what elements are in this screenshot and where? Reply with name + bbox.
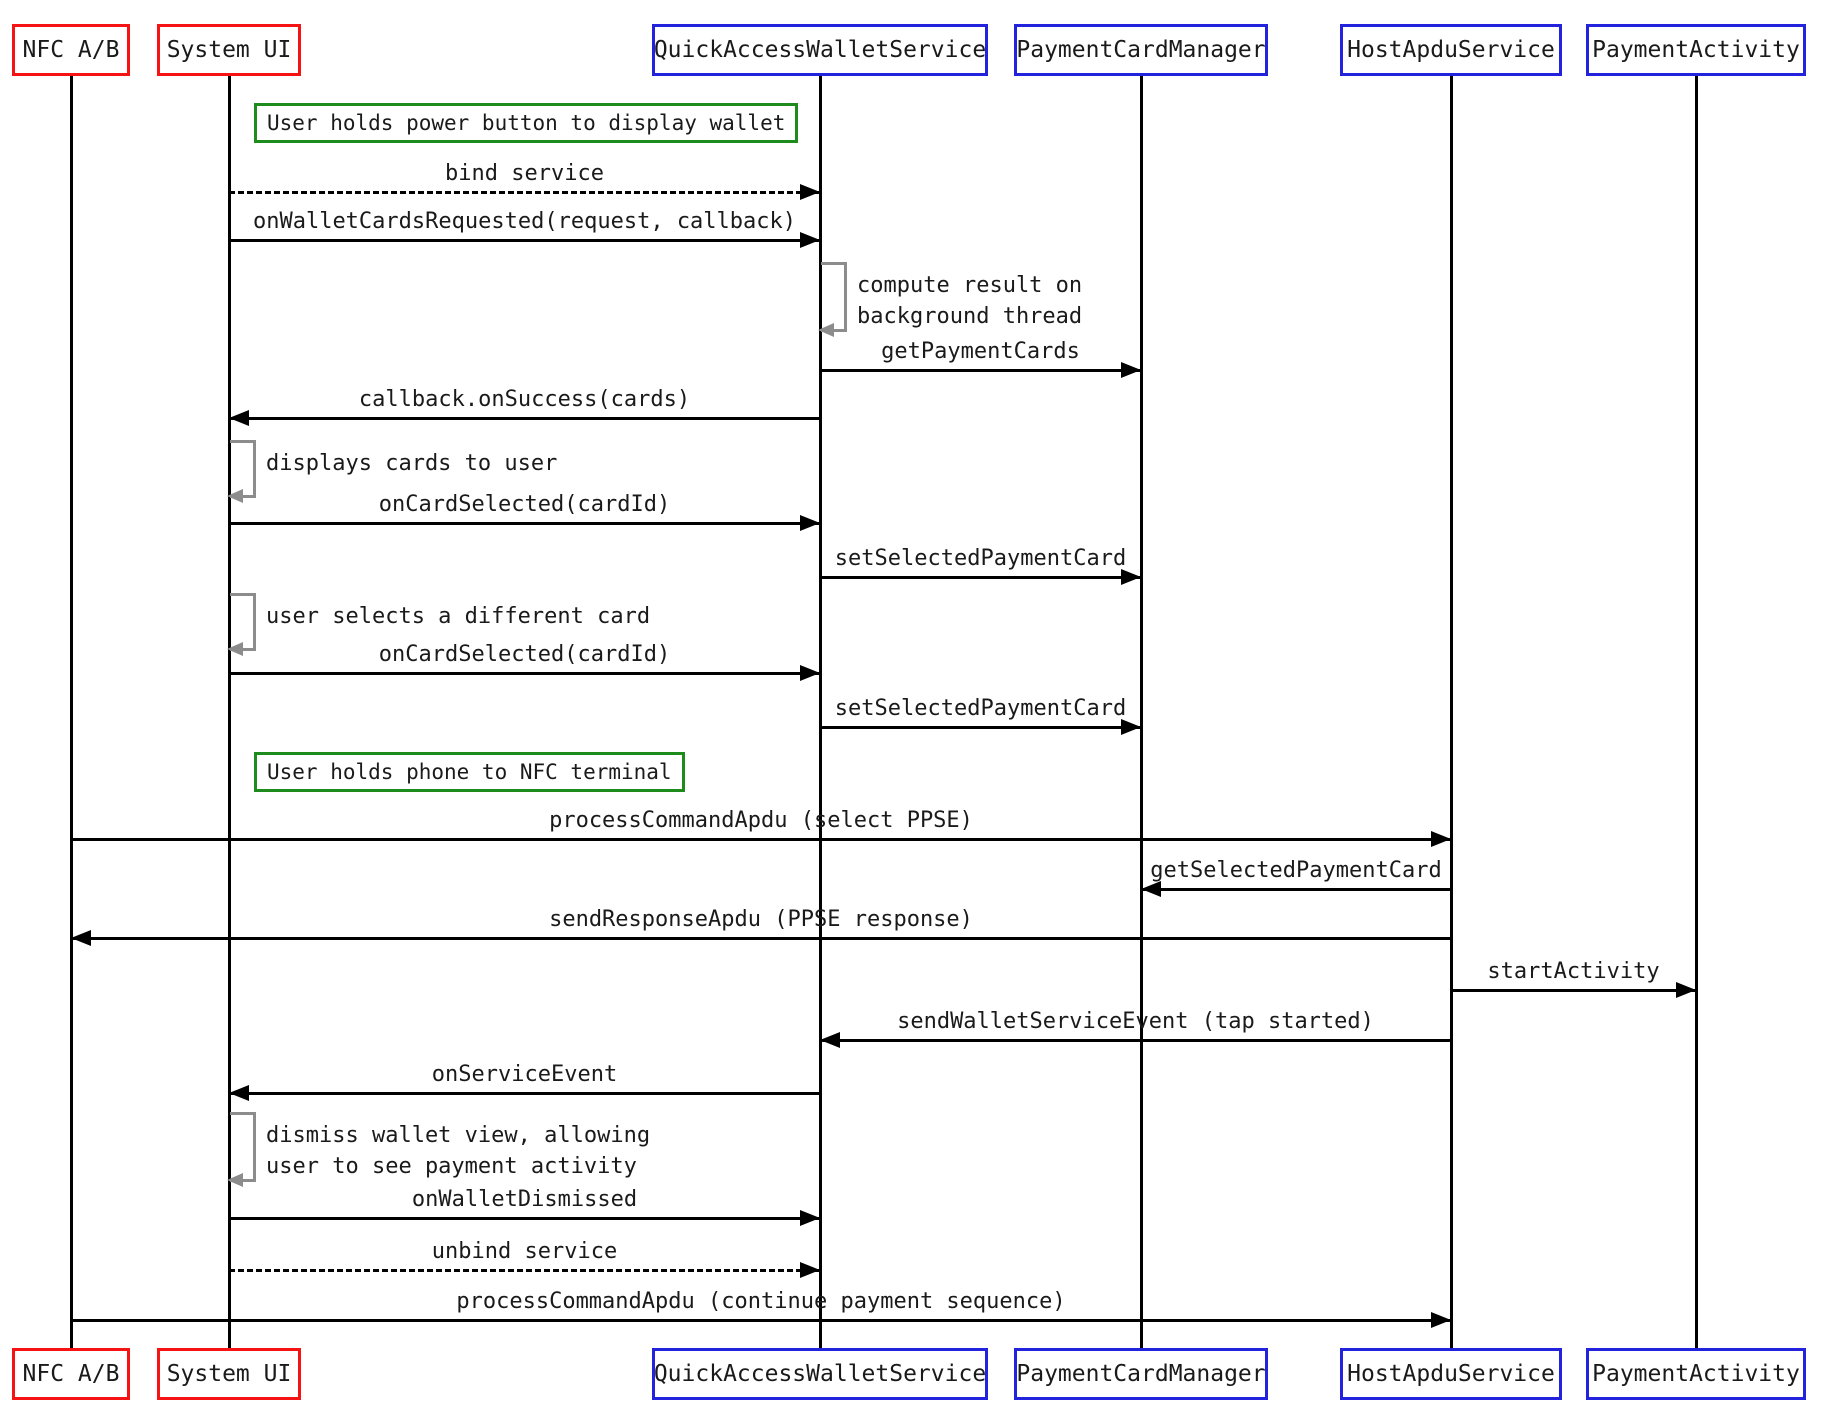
self-message-bracket: [230, 1112, 256, 1182]
message-line: [820, 1039, 1451, 1042]
self-message-line: user selects a different card: [266, 604, 651, 629]
arrowhead-left-icon: [227, 642, 243, 656]
message-label: processCommandApdu (select PPSE): [549, 807, 973, 833]
message-label: setSelectedPaymentCard: [834, 545, 1127, 571]
message-line: [820, 726, 1141, 729]
actor-box-top-pa: PaymentActivity: [1586, 24, 1806, 76]
arrowhead-right-icon: [800, 232, 820, 248]
arrowhead-right-icon: [800, 1262, 820, 1278]
arrowhead-right-icon: [800, 1210, 820, 1226]
arrowhead-right-icon: [800, 515, 820, 531]
message-label: onCardSelected(cardId): [378, 491, 671, 517]
arrowhead-left-icon: [1141, 881, 1161, 897]
arrowhead-left-icon: [229, 410, 249, 426]
arrowhead-right-icon: [800, 665, 820, 681]
message-label: setSelectedPaymentCard: [834, 695, 1127, 721]
note-box: User holds phone to NFC terminal: [254, 752, 685, 792]
self-message-1: [820, 262, 1240, 332]
actor-box-top-has: HostApduService: [1340, 24, 1562, 76]
arrowhead-right-icon: [1431, 831, 1451, 847]
actor-box-bottom-nfc: NFC A/B: [12, 1348, 130, 1400]
lifeline-has: [1450, 76, 1453, 1348]
message-line: [229, 239, 820, 242]
note-box: User holds power button to display wallet: [254, 103, 798, 143]
self-message-line: background thread: [857, 304, 1083, 329]
actor-box-bottom-sysui: System UI: [157, 1348, 301, 1400]
self-message-line: displays cards to user: [266, 451, 558, 476]
actor-box-bottom-has: HostApduService: [1340, 1348, 1562, 1400]
message-line: [71, 838, 1451, 841]
message-line: [71, 937, 1451, 940]
lifeline-pa: [1695, 76, 1698, 1348]
self-message-4: [229, 1112, 649, 1182]
self-message-2: [229, 440, 649, 498]
arrowhead-right-icon: [1676, 982, 1696, 998]
self-message-line: compute result on: [857, 273, 1083, 298]
message-line: [229, 1269, 820, 1272]
message-label: callback.onSuccess(cards): [358, 386, 691, 412]
actor-box-bottom-pcm: PaymentCardManager: [1014, 1348, 1268, 1400]
message-line: [1451, 989, 1696, 992]
arrowhead-left-icon: [71, 930, 91, 946]
message-label: onServiceEvent: [431, 1061, 618, 1087]
arrowhead-left-icon: [229, 1085, 249, 1101]
arrowhead-right-icon: [1431, 1312, 1451, 1328]
self-message-line: user to see payment activity: [266, 1154, 637, 1179]
message-line: [229, 672, 820, 675]
message-label: bind service: [445, 160, 604, 186]
self-message-label: [857, 270, 1082, 332]
self-message-line: dismiss wallet view, allowing: [266, 1123, 651, 1148]
message-label: onWalletCardsRequested(request, callback): [252, 208, 797, 234]
arrowhead-right-icon: [800, 184, 820, 200]
message-line: [820, 576, 1141, 579]
message-label: unbind service: [431, 1238, 618, 1264]
arrowhead-right-icon: [1121, 362, 1141, 378]
message-line: [229, 191, 820, 194]
actor-box-top-pcm: PaymentCardManager: [1014, 24, 1268, 76]
arrowhead-left-icon: [227, 1173, 243, 1187]
message-line: [229, 1217, 820, 1220]
self-message-bracket: [821, 262, 847, 332]
actor-box-top-sysui: System UI: [157, 24, 301, 76]
arrowhead-left-icon: [818, 323, 834, 337]
message-line: [820, 369, 1141, 372]
actor-box-bottom-qaws: QuickAccessWalletService: [652, 1348, 988, 1400]
message-label: getPaymentCards: [881, 338, 1080, 364]
message-line: [229, 417, 820, 420]
message-line: [229, 1092, 820, 1095]
message-label: sendResponseApdu (PPSE response): [549, 906, 973, 932]
message-label: onCardSelected(cardId): [378, 641, 671, 667]
message-label: startActivity: [1487, 958, 1660, 984]
message-label: sendWalletServiceEvent (tap started): [897, 1008, 1374, 1034]
self-message-label: [266, 601, 650, 632]
self-message-3: [229, 593, 649, 651]
message-line: [1141, 888, 1451, 891]
self-message-label: [266, 448, 557, 479]
message-label: getSelectedPaymentCard: [1150, 857, 1442, 883]
actor-box-top-nfc: NFC A/B: [12, 24, 130, 76]
arrowhead-left-icon: [820, 1032, 840, 1048]
message-label: processCommandApdu (continue payment sequence): [456, 1288, 1066, 1314]
arrowhead-left-icon: [227, 489, 243, 503]
self-message-label: [266, 1120, 650, 1182]
arrowhead-right-icon: [1121, 719, 1141, 735]
actor-box-top-qaws: QuickAccessWalletService: [652, 24, 988, 76]
actor-box-bottom-pa: PaymentActivity: [1586, 1348, 1806, 1400]
lifeline-nfc: [70, 76, 73, 1348]
arrowhead-right-icon: [1121, 569, 1141, 585]
message-label: onWalletDismissed: [411, 1186, 638, 1212]
message-line: [229, 522, 820, 525]
message-line: [71, 1319, 1451, 1322]
